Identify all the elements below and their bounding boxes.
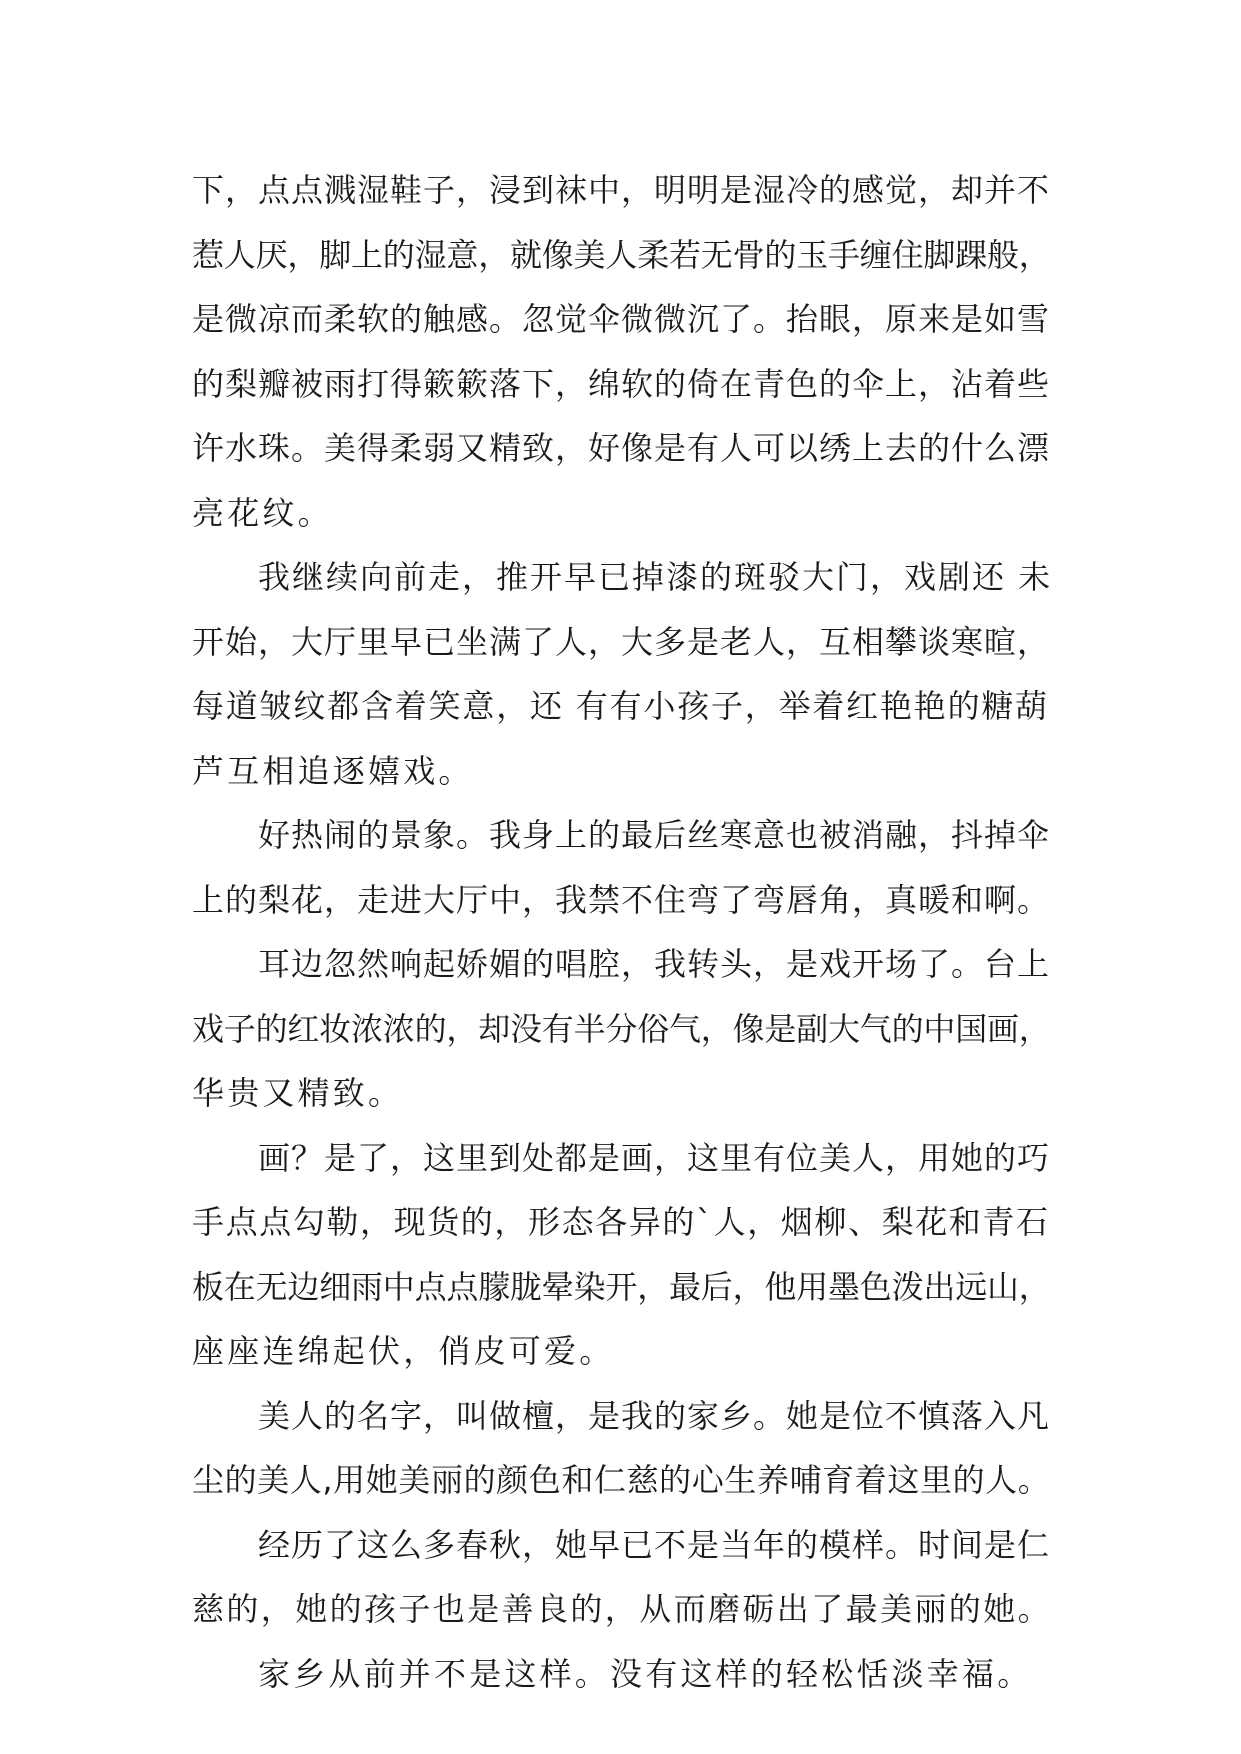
paragraph-2-line-1: 我继续向前走，推开早已掉漆的斑驳大门，戏剧还 未 — [258, 558, 1053, 596]
paragraph-1-line-6: 亮花纹。 — [192, 493, 333, 532]
paragraph-5-line-4: 座座连绵起伏，俏皮可爱。 — [192, 1332, 615, 1370]
paragraph-6-line-1: 美人的名字，叫做檀，是我的家乡。她是位不慎落入凡 — [258, 1396, 1051, 1435]
paragraph-1-line-1: 下，点点溅湿鞋子，浸到袜中，明明是湿冷的感觉，却并不 — [192, 171, 1051, 209]
paragraph-1-line-2: 惹人厌，脚上的湿意，就像美人柔若无骨的玉手缠住脚踝般， — [192, 235, 1051, 274]
paragraph-5-line-3: 板在无边细雨中点点朦胧晕染开，最后，他用墨色泼出远山， — [192, 1267, 1051, 1306]
paragraph-4-line-2: 戏子的红妆浓浓的，却没有半分俗气，像是副大气的中国画， — [192, 1009, 1051, 1048]
paragraph-1-line-5: 许水珠。美得柔弱又精致，好像是有人可以绣上去的什么漂 — [192, 429, 1051, 467]
paragraph-8-line-1: 家乡从前并不是这样。没有这样的轻松恬淡幸福。 — [258, 1654, 1033, 1693]
paragraph-6-line-2: 尘的美人,用她美丽的颜色和仁慈的心生养哺育着这里的人。 — [192, 1461, 1051, 1499]
paragraph-7-line-2: 慈的，她的孩子也是善良的，从而磨砺出了最美丽的她。 — [192, 1590, 1053, 1628]
paragraph-3-line-1: 好热闹的景象。我身上的最后丝寒意也被消融，抖掉伞 — [258, 816, 1051, 854]
paragraph-1-line-3: 是微凉而柔软的触感。忽觉伞微微沉了。抬眼，原来是如雪 — [192, 300, 1051, 338]
paragraph-1-line-4: 的梨瓣被雨打得簌簌落下，绵软的倚在青色的伞上，沾着些 — [192, 364, 1051, 403]
paragraph-2-line-4: 芦互相追逐嬉戏。 — [192, 751, 474, 790]
paragraph-2-line-2: 开始，大厅里早已坐满了人，大多是老人，互相攀谈寒暄， — [192, 622, 1051, 661]
paragraph-4-line-3: 华贵又精致。 — [192, 1074, 404, 1112]
paragraph-3-line-2: 上的梨花，走进大厅中，我禁不住弯了弯唇角，真暖和啊。 — [192, 880, 1051, 919]
paragraph-7-line-1: 经历了这么多春秋，她早已不是当年的模样。时间是仁 — [258, 1525, 1051, 1564]
paragraph-5-line-1: 画？是了，这里到处都是画，这里有位美人，用她的巧 — [258, 1138, 1051, 1177]
paragraph-4-line-1: 耳边忽然响起娇媚的唱腔，我转头，是戏开场了。台上 — [258, 945, 1051, 983]
paragraph-2-line-3: 每道皱纹都含着笑意，还 有有小孩子，举着红艳艳的糖葫 — [192, 687, 1049, 725]
document-body — [192, 158, 1052, 1706]
paragraph-5-line-2: 手点点勾勒，现货的，形态各异的`人，烟柳、梨花和青石 — [192, 1203, 1050, 1241]
